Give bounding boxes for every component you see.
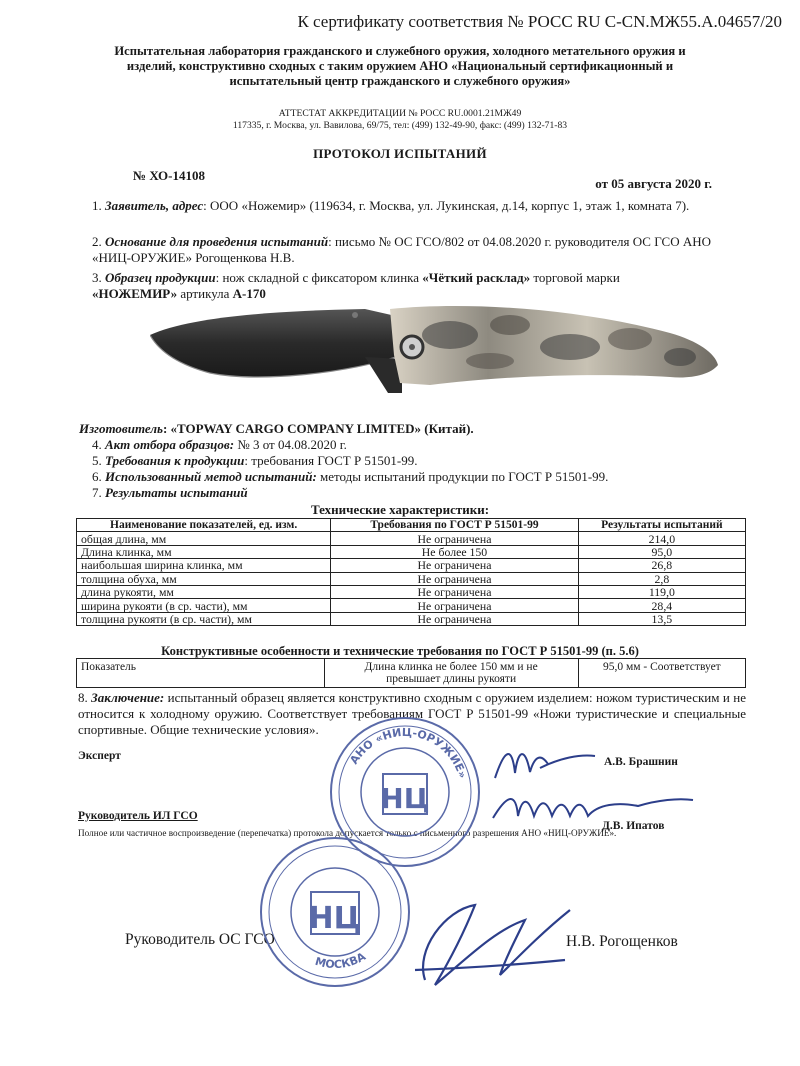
expert-label: Эксперт xyxy=(78,750,121,762)
os-head-name: Н.В. Рогощенков xyxy=(566,933,678,950)
expert-name: А.В. Брашнин xyxy=(604,756,678,768)
construction-table xyxy=(76,658,746,688)
table-row: длина рукояти, мм Не ограничена 119,0 xyxy=(77,585,746,598)
table-row: толщина обуха, мм Не ограничена 2,8 xyxy=(77,572,746,585)
table-row: ширина рукояти (в ср. части), мм Не ограничена 28,4 xyxy=(77,599,746,612)
protocol-number: № ХО-14108 xyxy=(133,168,205,183)
protocol-date: от 05 августа 2020 г. xyxy=(595,176,712,191)
table-row: наибольшая ширина клинка, мм Не ограничена 26,8 xyxy=(77,559,746,572)
item-sampling-act: 4. Акт отбора образцов: № 3 от 04.08.2020 г. xyxy=(92,437,347,452)
item-manufacturer xyxy=(79,421,719,437)
applicant-text: : ООО «Ножемир» (119634, г. Москва, ул. Лукинская, д.14, корпус 1, этаж 1, комната 7). xyxy=(203,198,690,213)
spec-header-name: Наименование показателей, ед. изм. xyxy=(77,519,331,532)
lab-line-2: изделий, конструктивно сходных с таким оружием АНО «Национальный сертификационный и xyxy=(126,59,674,73)
certificate-reference: К сертификату соответствия № РОСС RU С-CN.МЖ55.А.04657/20 xyxy=(297,12,782,31)
table-row: толщина рукояти (в ср. части), мм Не ограничена 13,5 xyxy=(77,612,746,625)
product-name: «Чёткий расклад» xyxy=(422,270,531,285)
head-label: Руководитель ИЛ ГСО xyxy=(78,810,198,822)
item-results: 7. Результаты испытаний xyxy=(92,485,248,500)
table-row: общая длина, мм Не ограничена 214,0 xyxy=(77,532,746,545)
os-head-label: Руководитель ОС ГСО xyxy=(125,931,275,948)
spec-header-requirement: Требования по ГОСТ Р 51501-99 xyxy=(331,519,579,532)
item-test-method: 6. Использованный метод испытаний: методы испытаний продукции по ГОСТ Р 51501-99. xyxy=(92,469,609,484)
item-requirements: 5. Требования к продукции: требования ГОСТ Р 51501-99. xyxy=(92,453,418,468)
conclusion-text: испытанный образец является конструктивно сходным с оружием изделием: ножом туристическим и не относится к холодному оружию. Соответствует требованиям ГОСТ Р 51501-99 «Ножи туристические и специальные спортивные. Общие технические условия». xyxy=(78,690,747,737)
sample-label: Образец продукции xyxy=(105,270,216,285)
expert-signature xyxy=(490,738,600,788)
lab-line-3: испытательный центр гражданского и служебного оружия» xyxy=(229,74,571,88)
os-head-signature xyxy=(405,890,575,1000)
spec-header-result: Результаты испытаний xyxy=(578,519,745,532)
brand: «НОЖЕМИР» xyxy=(92,286,178,301)
conclusion-label: Заключение: xyxy=(91,690,165,705)
lab-address: 117335, г. Москва, ул. Вавилова, 69/75, тел: (499) 132-49-90, факс: (499) 132-71-83 xyxy=(232,120,568,131)
head-signature xyxy=(488,788,698,833)
manufacturer-label: Изготовитель xyxy=(79,421,163,436)
head-name: Д.В. Ипатов xyxy=(602,820,665,832)
construction-indicator: Показатель xyxy=(77,659,325,688)
stamp-ring-text-2: МОСКВА xyxy=(313,949,368,972)
article-number: А-170 xyxy=(232,286,266,301)
protocol-title: ПРОТОКОЛ ИСПЫТАНИЙ xyxy=(313,146,487,161)
stamp-ring-text: АНО «НИЦ-ОРУЖИЕ» xyxy=(347,725,470,780)
construction-result: 95,0 мм - Соответствует xyxy=(578,659,745,688)
item-sample: 3. Образец продукции: нож складной с фиксатором клинка «Чёткий расклад» торговой марки «НОЖЕМИР» артикула А-170 xyxy=(92,270,620,301)
spec-table xyxy=(76,518,746,626)
manufacturer-text: : «TOPWAY CARGO COMPANY LIMITED» (Китай). xyxy=(162,421,474,436)
laboratory-name xyxy=(40,44,760,89)
construction-requirement: Длина клинка не более 150 мм и не превышает длины рукояти xyxy=(324,659,578,688)
table-row: Длина клинка, мм Не более 150 95,0 xyxy=(77,545,746,558)
construction-table-title: Конструктивные особенности и технические требования по ГОСТ Р 51501-99 (п. 5.6) xyxy=(161,644,639,658)
lab-line-1: Испытательная лаборатория гражданского и служебного оружия, холодного метательного оружия и xyxy=(114,44,686,58)
stamp-mark-2: НЦ xyxy=(308,901,362,936)
conclusion: 8. Заключение: испытанный образец является конструктивно сходным с оружием изделием: ножом туристическим и не относится к холодному оружию. Соответствует требованиям ГОСТ Р 51501-99 «Ножи туристические и специальные спортивные. Общие технические условия». xyxy=(78,690,747,737)
knife-photo xyxy=(150,295,720,415)
applicant-label: Заявитель, адрес xyxy=(105,198,204,213)
basis-label: Основание для проведения испытаний xyxy=(105,234,329,249)
item-basis: 2. Основание для проведения испытаний: письмо № ОС ГСО/802 от 04.08.2020 г. руководителя ОС ГСО АНО «НИЦ-ОРУЖИЕ» Рогощенкова Н.В. xyxy=(92,234,712,265)
stamp-seal-2 xyxy=(255,832,415,992)
item-applicant: 1. Заявитель, адрес: ООО «Ножемир» (119634, г. Москва, ул. Лукинская, д.14, корпус 1, этаж 1, комната 7). xyxy=(92,198,690,213)
accreditation-block xyxy=(40,108,760,132)
reproduction-note: Полное или частичное воспроизведение (перепечатка) протокола допускается только с письменного разрешения АНО «НИЦ-ОРУЖИЕ». xyxy=(78,828,617,838)
accreditation: АТТЕСТАТ АККРЕДИТАЦИИ № РОСС RU.0001.21МЖ49 xyxy=(278,108,522,119)
blade xyxy=(150,309,402,377)
basis-text: : письмо № ОС ГСО/802 от 04.08.2020 г. руководителя ОС ГСО АНО «НИЦ-ОРУЖИЕ» Рогощенкова Н.В. xyxy=(92,234,712,265)
stamp-mark: НЦ xyxy=(380,782,430,815)
spec-table-title: Технические характеристики: xyxy=(310,502,490,517)
table-row xyxy=(77,659,746,688)
